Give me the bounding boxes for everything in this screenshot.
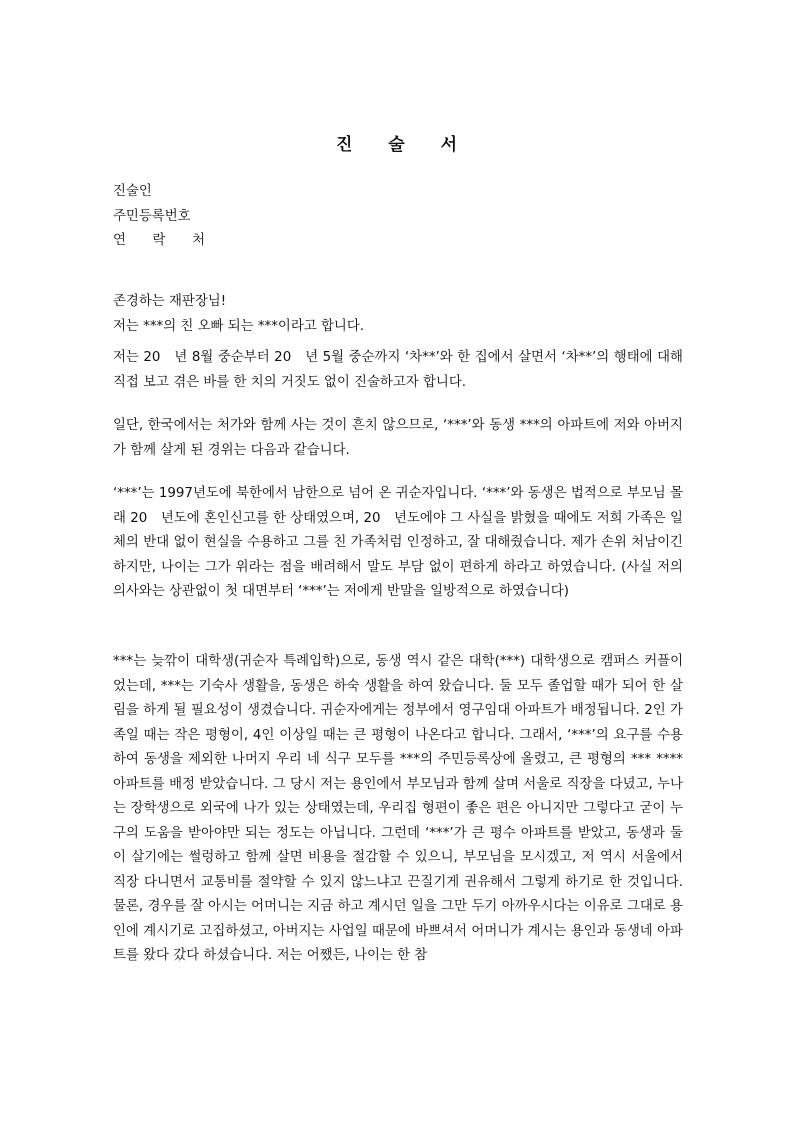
paragraph: 일단, 한국에서는 처가와 함께 사는 것이 흔치 않으므로, ‘***’와 동생 ***의 아파트에 저와 아버지가 함께 살게 된 경위는 다음과 같습니다. bbox=[113, 418, 683, 458]
declarant-label: 진술인 bbox=[113, 184, 152, 199]
contact-char: 락 bbox=[152, 233, 166, 248]
greeting-block bbox=[113, 290, 683, 339]
paragraph: 저는 20 년 8월 중순부터 20 년 5월 중순까지 ‘차**’와 한 집에서 살면서 ‘차**’의 행태에 대해 직접 보고 겪은 바를 한 치의 거짓도 없이 진술하고자 합니다. bbox=[113, 350, 683, 390]
paragraph: ***는 늦깎이 대학생(귀순자 특례입학)으로, 동생 역시 같은 대학(***) 대학생으로 캠퍼스 커플이었는데, ***는 기숙사 생활을, 동생은 하숙 생활을 하여 왔습니다. 둘 모두 졸업할 때가 되어 한 살림을 하게 될 필요성이 생겼습니다. 귀순자에게는 정부에서 영구임대 아파트가 배정됩니다. 2인 가족일 때는 작은 평형이, 4인 이상일 때는 큰 평형이 나온다고 합니다. 그래서, ‘***’의 요구를 수용하여 동생을 제외한 나머지 우리 네 식구 모두를 ***의 주민등록상에 올렸고, 큰 평형의 *** **** 아파트를 배정 받았습니다. 그 당시 저는 용인에서 부모님과 함께 살며 서울로 직장을 다녔고, 누나는 장학생으로 외국에 나가 있는 상태였는데, 우리집 형편이 좋은 편은 아니지만 그렇다고 굳이 누구의 도움을 받아야만 되는 정도는 아닙니다. 그런데 ‘***’가 큰 평수 아파트를 받았고, 동생과 둘이 살기에는 썰렁하고 함께 살면 비용을 절감할 수 있으니, 부모님을 모시겠고, 저 역시 서울에서 직장 다니면서 교통비를 절약할 수 있지 않느냐고 끈질기게 권유해서 그렇게 하기로 한 것입니다. 물론, 경우를 잘 아시는 어머니는 지금 하고 계시던 일을 그만 두기 아까우시다는 이유로 그대로 용인에 계시기로 고집하셨고, 아버지는 사업일 때문에 바쁘셔서 어머니가 계시는 용인과 동생네 아파트를 왔다 갔다 하셨습니다. 저는 어쨌든, 나이는 한 참 bbox=[113, 654, 683, 963]
paragraph: ‘***’는 1997년도에 북한에서 남한으로 넘어 온 귀순자입니다. ‘***’와 동생은 법적으로 부모님 몰래 20 년도에 혼인신고를 한 상태였으며, 20 년도에야 그 사실을 밝혔을 때에도 저희 가족은 일체의 반대 없이 현실을 수용하고 그를 친 가족처럼 인정하고, 잘 대해줬습니다. 제가 손위 처남이긴 하지만, 나이는 그가 위라는 점을 배려해서 말도 부담 없이 편하게 하라고 하였습니다. (사실 저의 의사와는 상관없이 첫 대면부터 ‘***’는 저에게 반말을 일방적으로 하였습니다) bbox=[113, 486, 683, 599]
contact-char: 처 bbox=[192, 233, 205, 248]
salutation: 존경하는 재판장님! bbox=[113, 294, 227, 309]
contact-char: 연 bbox=[113, 233, 126, 248]
declarant-info bbox=[113, 180, 683, 254]
intro-sentence: 저는 ***의 친 오빠 되는 ***이라고 합니다. bbox=[113, 318, 365, 334]
contact-label bbox=[113, 229, 205, 254]
document-title: 진 술 서 bbox=[335, 135, 459, 155]
resident-number-label: 주민등록번호 bbox=[113, 208, 191, 224]
